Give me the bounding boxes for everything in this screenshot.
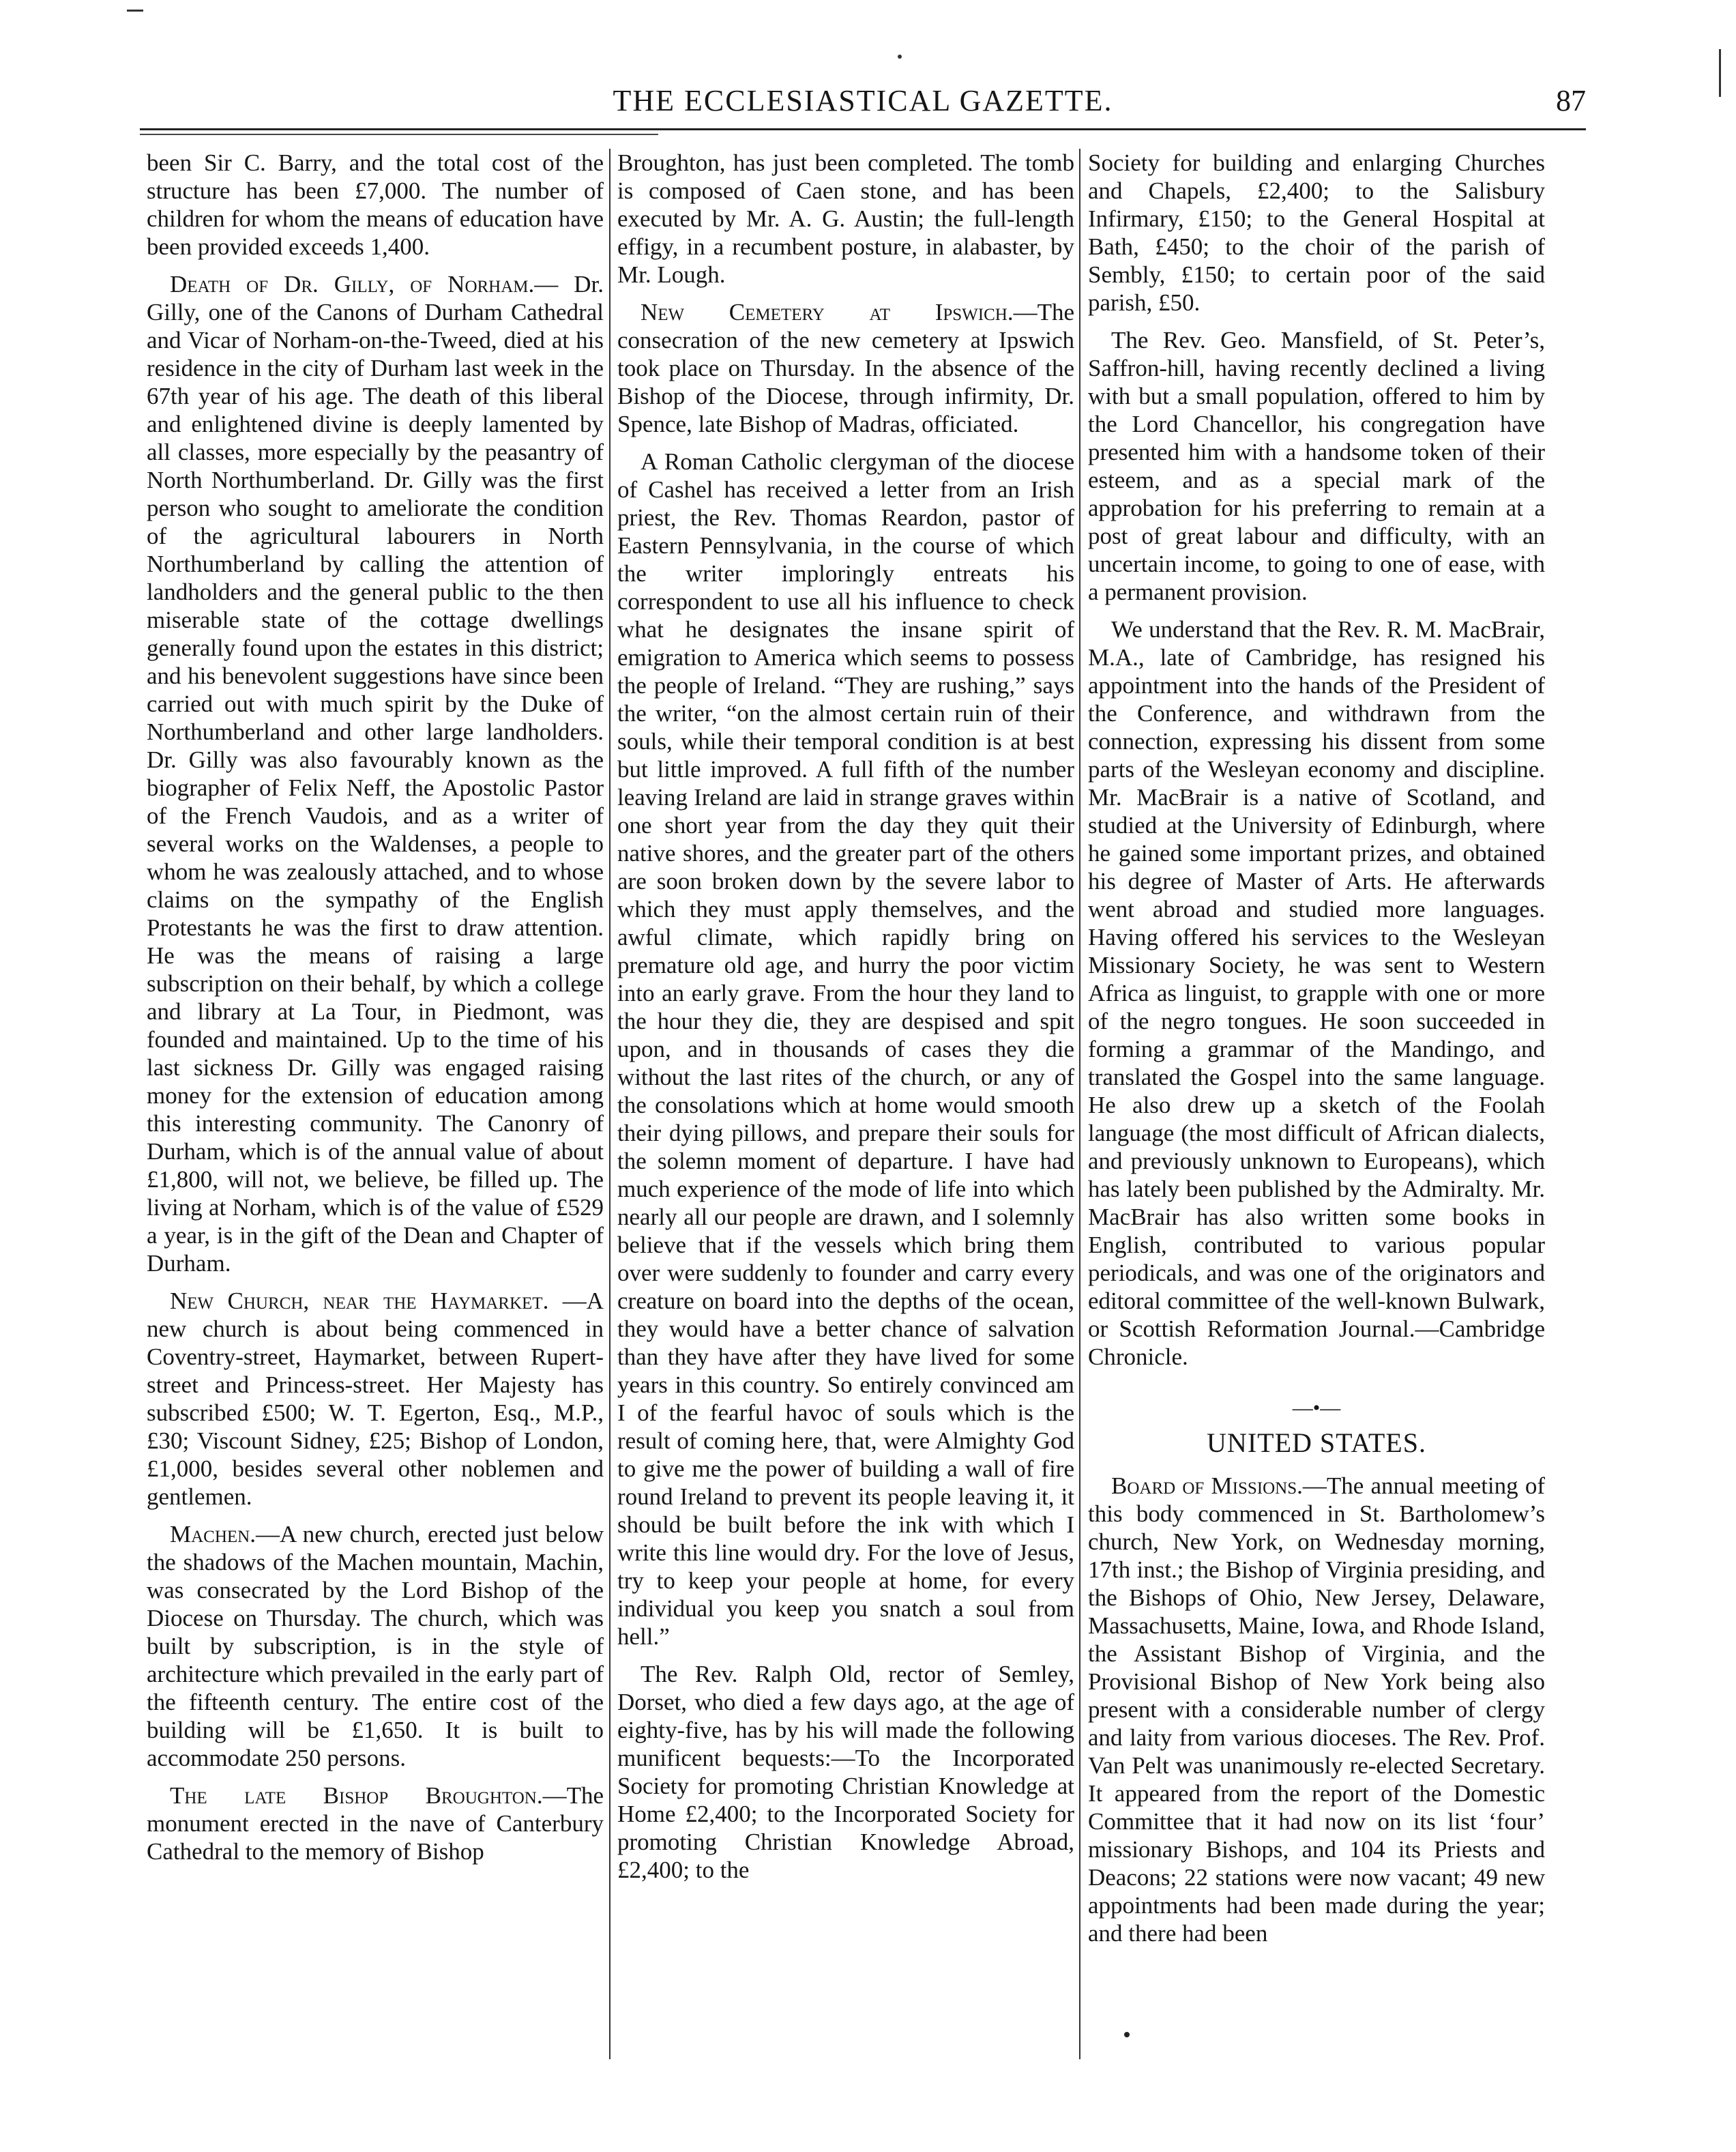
article-paragraph: been Sir C. Barry, and the total cost of the structure has been £7,000. The number of children for whom the means of education have been provided exceeds 1,400. [147,149,604,260]
article-text: —The monument erected in the nave of Canterbury Cathedral to the memory of Bishop [147,1782,604,1865]
article-paragraph [617,149,1074,289]
print-speck [898,55,902,59]
article-text: —A new church, erected just below the shadows of the Machen mountain, Machin, was consecrated by the Lord Bishop of the Diocese on Thursday. The church, which was built by subscription, is in the style of architecture which prevailed in the early part of the fifteenth century. The entire cost of the building will be £1,650. It is built to accommodate 250 persons. [147,1521,604,1771]
text-column-3 [1088,149,1545,2069]
article-paragraph [1088,1472,1545,1947]
article-text: —The consecration of the new cemetery at Ipswich took place on Thursday. In the absence of the Bishop of the Diocese, through infirmity, Dr. Spence, late Bishop of Madras, officiated. [617,299,1074,437]
column-divider [609,149,610,2059]
article-paragraph [1088,326,1545,606]
article-heading: Death of Dr. Gilly, of Norham.— [170,271,559,297]
page-header [140,81,1586,121]
print-speck [1124,2032,1130,2037]
edge-mark [1719,49,1724,97]
page-number: 87 [1556,84,1586,117]
article-text: The Rev. Ralph Old, rector of Semley, Dorset, who died a few days ago, at the age of eighty-five, has by his will made the following munificent bequests:—To the Incorporated Society for promoting Christian Knowledge at Home £2,400; to the Incorporated Society for promoting Christian Knowledge Abroad, £2,400; to the [617,1661,1074,1883]
article-paragraph [147,1520,604,1772]
article-paragraph [617,1660,1074,1884]
article-heading: New Cemetery at Ipswich. [641,299,1014,325]
article-paragraph [1088,149,1545,317]
column-divider [1079,149,1080,2059]
text-column-2 [617,149,1074,2069]
article-heading: Board of Missions. [1111,1472,1303,1499]
article-text: Society for building and enlarging Churches and Chapels, £2,400; to the Salisbury Infirmary, £150; to the General Hospital at Bath, £450; to the choir of the parish of Sembly, £150; to certain poor of the said parish, £50. [1088,149,1545,316]
article-text: A Roman Catholic clergyman of the diocese of Cashel has received a letter from an Irish priest, the Rev. Thomas Reardon, pastor of Eastern Pennsylvania, in the course of which the writer imploringly entreats his correspondent to use all his influence to check what he designates the insane spirit of emigration to America which seems to possess the people of Ireland. “They are rushing,” says the writer, “on the almost certain ruin of their souls, while their temporal condition is at best but little improved. A full fifth of the number leaving Ireland are laid in strange graves within one short year from the day they quit their native shores, and the greater part of the others are soon broken down by the severe labor to which they must apply themselves, and the awful climate, which rapidly bring on premature old age, and hurry the poor victim into an early grave. From the hour they land to the hour they die, they are despised and spit upon, and in thousands of cases they die without the last rites of the church, or any of the consolations which at home would smooth their dying pillows, and prepare their souls for the solemn moment of departure. I have had much experience of the mode of life into which nearly all our people are drawn, and I solemnly believe that if the vessels which bring them over were suddenly to founder and carry every creature on board into the depths of the ocean, they would have a better chance of salvation than they have after they have lived for some years in this country. So entirely convinced am I of the fearful havoc of souls which is the result of coming here, that, were Almighty God to give me the power of building a wall of fire round Ireland to prevent its people leaving it, it should be built before the ink with which I write this line would dry. For the love of Jesus, try to keep your people at home, for every individual you keep you snatch a soul from hell.” [617,448,1074,1650]
header-rule [140,128,1586,130]
article-paragraph [617,448,1074,1651]
header-rule-thin [140,134,658,135]
article-text: —A new church is about being commenced in Coventry-street, Haymarket, between Rupert-street and Princess-street. Her Majesty has subscribed £500; W. T. Egerton, Esq., M.P., £30; Viscount Sidney, £25; Bishop of London, £1,000, besides several other noblemen and gentlemen. [147,1288,604,1510]
section-title-united-states: UNITED STATES. [1207,1427,1426,1458]
article-paragraph [617,298,1074,438]
article-heading: Machen. [170,1521,256,1547]
margin-mark [127,10,143,12]
article-paragraph [147,270,604,1277]
article-text: —The annual meeting of this body commenced in St. Bartholomew’s church, New York, on Wednesday morning, 17th inst.; the Bishop of Virginia presiding, and the Bishops of Ohio, New Jersey, Delaware, Massachusetts, Maine, Iowa, and Rhode Island, the Assistant Bishop of Virginia, and the Provisional Bishop of New York being also present with a considerable number of clergy and laity from various dioceses. The Rev. Prof. Van Pelt was unanimously re-elected Secretary. It appeared from the report of the Domestic Committee that it had now on its list ‘four’ missionary Bishops, and 104 its Priests and Deacons; 22 stations were now vacant; 49 new appointments had been made during the year; and there had been [1088,1472,1545,1947]
article-paragraph [147,1782,604,1865]
article-text: The Rev. Geo. Mansfield, of St. Peter’s, Saffron-hill, having recently declined a living with but a small population, offered to him by the Lord Chancellor, his congregation have presented him with a handsome token of their esteem, and as a special mark of the approbation for his preferring to remain at a post of great labour and difficulty, with an uncertain income, to going to one of ease, with a permanent provision. [1088,327,1545,605]
article-paragraph [1088,615,1545,1371]
article-heading: New Church, near the Haymarket. [170,1288,549,1314]
section-ornament: —•— [1292,1397,1341,1419]
article-text: Broughton, has just been completed. The tomb is composed of Caen stone, and has been executed by Mr. A. G. Austin; the full-length effigy, in a recumbent posture, in alabaster, by Mr. Lough. [617,149,1074,288]
article-heading: The late Bishop Broughton. [170,1782,543,1809]
article-text: We understand that the Rev. R. M. MacBrair, M.A., late of Cambridge, has resigned his appointment into the hands of the President of the Conference, and withdrawn from the connection, expressing his dissent from some parts of the Wesleyan economy and discipline. Mr. MacBrair is a native of Scotland, and studied at the University of Edinburgh, where he gained some important prizes, and obtained his degree of Master of Arts. He afterwards went abroad and studied more languages. Having offered his services to the Wesleyan Missionary Society, he was sent to Western Africa as linguist, to grapple with one or more of the negro tongues. He soon succeeded in forming a grammar of the Mandingo, and translated the Gospel into the same language. He also drew up a sketch of the Foolah language (the most difficult of African dialects, and previously unknown to Europeans), which has lately been published by the Admiralty. Mr. MacBrair has also written some books in English, contributed to various popular periodicals, and was one of the originators and editoral committee of the well-known Bulwark, or Scottish Reformation Journal.—Cambridge Chronicle. [1088,616,1545,1370]
article-text: Dr. Gilly, one of the Canons of Durham Cathedral and Vicar of Norham-on-the-Tweed, died at his residence in the city of Durham last week in the 67th year of his age. The death of this liberal and enlightened divine is deeply lamented by all classes, more especially by the peasantry of North Northumberland. Dr. Gilly was the first person who sought to ameliorate the condition of the agricultural labourers in North Northumberland by calling the attention of landholders and the general public to the then miserable state of the cottage dwellings generally found upon the estates in this district; and his benevolent suggestions have since been carried out with much spirit by the Duke of Northumberland and other large landholders. Dr. Gilly was also favourably known as the biographer of Felix Neff, the Apostolic Pastor of the French Vaudois, and as a writer of several works on the Waldenses, a people to whom he was zealously attached, and to whose claims on the sympathy of the English Protestants he was the first to draw attention. He was the means of raising a large subscription on their behalf, by which a college and library at La Tour, in Piedmont, was founded and maintained. Up to the time of his last sickness Dr. Gilly was engaged raising money for the extension of education among this interesting community. The Canonry of Durham, which is of the annual value of about £1,800, will not, we believe, be filled up. The living at Norham, which is of the value of £529 a year, is in the gift of the Dean and Chapter of Durham. [147,271,604,1277]
running-title: THE ECCLESIASTICAL GAZETTE. [613,84,1113,117]
text-column-1 [147,149,604,2069]
article-paragraph [147,1287,604,1511]
